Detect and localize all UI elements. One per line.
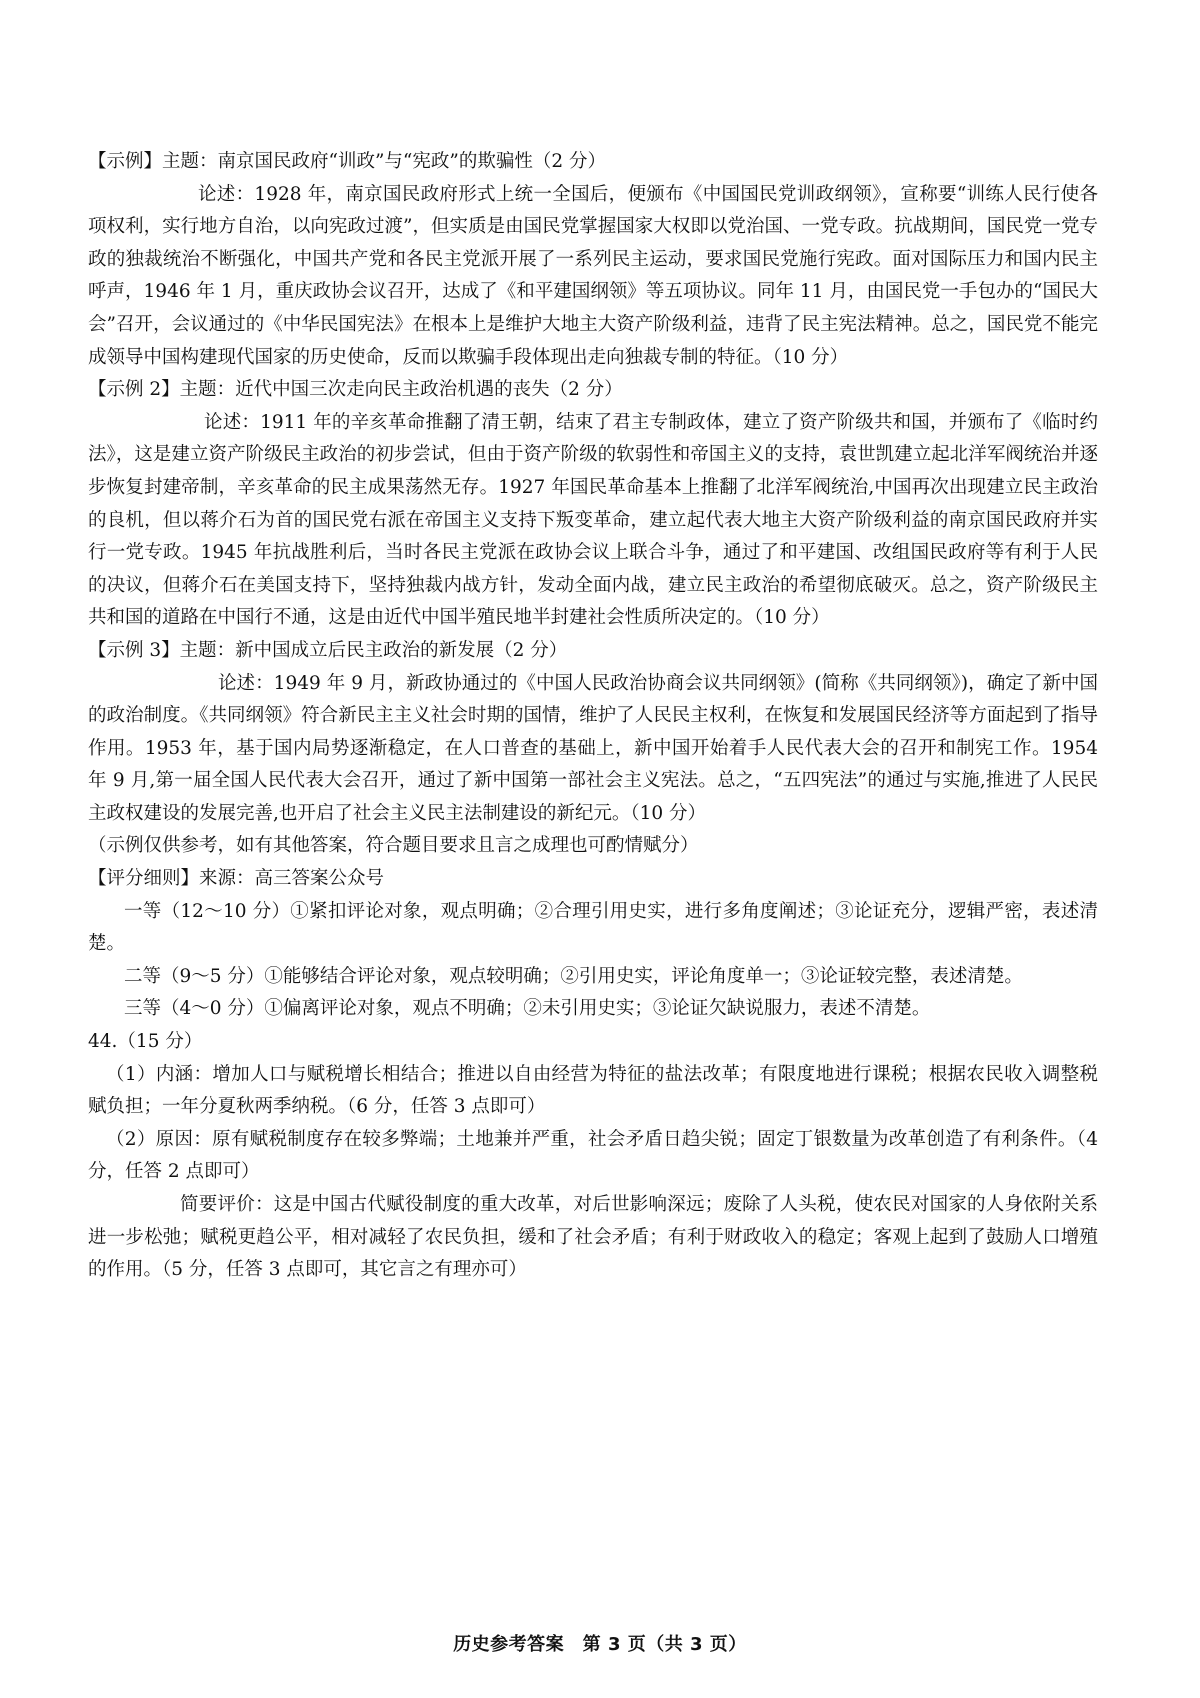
reference-note: （示例仅供参考，如有其他答案，符合题目要求且言之成理也可酌情赋分） — [88, 835, 699, 857]
scoring-level-2: 二等（9～5 分）①能够结合评论对象，观点较明确；②引用史实，评论角度单一；③论证较完整，表述清楚。 — [124, 965, 1023, 987]
question-44-evaluation: 简要评价：这是中国古代赋役制度的重大改革，对后世影响深远；废除了人头税，使农民对国家的人身依附关系进一步松弛；赋税更趋公平，相对减轻了农民负担，缓和了社会矛盾；有利于财政收入的稳定；客观上起到了鼓励人口增殖的作用。（5 分，任答 3 点即可，其它言之有理亦可） — [88, 1194, 1098, 1281]
example-1-heading: 【示例】主题：南京国民政府“训政”与“宪政”的欺骗性（2 分） — [88, 151, 606, 172]
scoring-heading: 【评分细则】来源：高三答案公众号 — [88, 868, 385, 890]
answer-page — [88, 146, 1098, 1287]
example-3-heading: 【示例 3】主题：新中国成立后民主政治的新发展（2 分） — [88, 639, 568, 661]
page-footer: 历史参考答案 第 3 页（共 3 页） — [453, 1634, 747, 1655]
example-2-body: 论述：1911 年的辛亥革命推翻了清王朝，结束了君主专制政体，建立了资产阶级共和国，并颁布了《临时约法》，这是建立资产阶级民主政治的初步尝试，但由于资产阶级的软弱性和帝国主义的支持，袁世凯建立起北洋军阀统治并逐步恢复封建帝制，辛亥革命的民主成果荡然无存。1927 年国民革命基本上推翻了北洋军阀统治,中国再次出现建立民主政治的良机，但以蒋介石为首的国民党右派在帝国主义支持下叛变革命，建立起代表大地主大资产阶级利益的南京国民政府并实行一党专政。1945 年抗战胜利后，当时各民主党派在政协会议上联合斗争，通过了和平建国、改组国民政府等有利于人民的决议，但蒋介石在美国支持下，坚持独裁内战方针，发动全面内战，建立民主政治的希望彻底破灭。总之，资产阶级民主共和国的道路在中国行不通，这是由近代中国半殖民地半封建社会性质所决定的。（10 分） — [88, 411, 1098, 629]
question-44-part-2: （2）原因：原有赋税制度存在较多弊端；土地兼并严重，社会矛盾日趋尖锐；固定丁银数量为改革创造了有利条件。（4 分，任答 2 点即可） — [88, 1128, 1098, 1183]
example-2-heading: 【示例 2】主题：近代中国三次走向民主政治机遇的丧失（2 分） — [88, 379, 623, 401]
example-3-body: 论述：1949 年 9 月，新政协通过的《中国人民政治协商会议共同纲领》(简称《共同纲领》)，确定了新中国的政治制度。《共同纲领》符合新民主主义社会时期的国情，维护了人民民主权利，在恢复和发展国民经济等方面起到了指导作用。1953 年，基于国内局势逐渐稳定，在人口普查的基础上，新中国开始着手人民代表大会的召开和制宪工作。1954 年 9 月,第一届全国人民代表大会召开，通过了新中国第一部社会主义宪法。总之，“五四宪法”的通过与实施,推进了人民民主政权建设的发展完善,也开启了社会主义民主法制建设的新纪元。（10 分） — [88, 672, 1098, 824]
question-44-title: 44.（15 分） — [88, 1031, 203, 1053]
scoring-level-3: 三等（4～0 分）①偏离评论对象，观点不明确；②未引用史实；③论证欠缺说服力，表述不清楚。 — [124, 998, 931, 1020]
question-44-part-1: （1）内涵：增加人口与赋税增长相结合；推进以自由经营为特征的盐法改革；有限度地进行课税；根据农民收入调整税赋负担；一年分夏秋两季纳税。（6 分，任答 3 点即可） — [88, 1063, 1098, 1118]
scoring-level-1: 一等（12～10 分）①紧扣评论对象，观点明确；②合理引用史实，进行多角度阐述；③论证充分，逻辑严密，表述清楚。 — [88, 900, 1098, 955]
example-1-body: 论述：1928 年，南京国民政府形式上统一全国后，便颁布《中国国民党训政纲领》，宣称要“训练人民行使各项权利，实行地方自治，以向宪政过渡”，但实质是由国民党掌握国家大权即以党治国、一党专政。抗战期间，国民党一党专政的独裁统治不断强化，中国共产党和各民主党派开展了一系列民主运动，要求国民党施行宪政。面对国际压力和国内民主呼声，1946 年 1 月，重庆政协会议召开，达成了《和平建国纲领》等五项协议。同年 11 月，由国民党一手包办的“国民大会”召开，会议通过的《中华民国宪法》在根本上是维护大地主大资产阶级利益，违背了民主宪法精神。总之，国民党不能完成领导中国构建现代国家的历史使命，反而以欺骗手段体现出走向独裁专制的特征。（10 分） — [88, 183, 1098, 368]
